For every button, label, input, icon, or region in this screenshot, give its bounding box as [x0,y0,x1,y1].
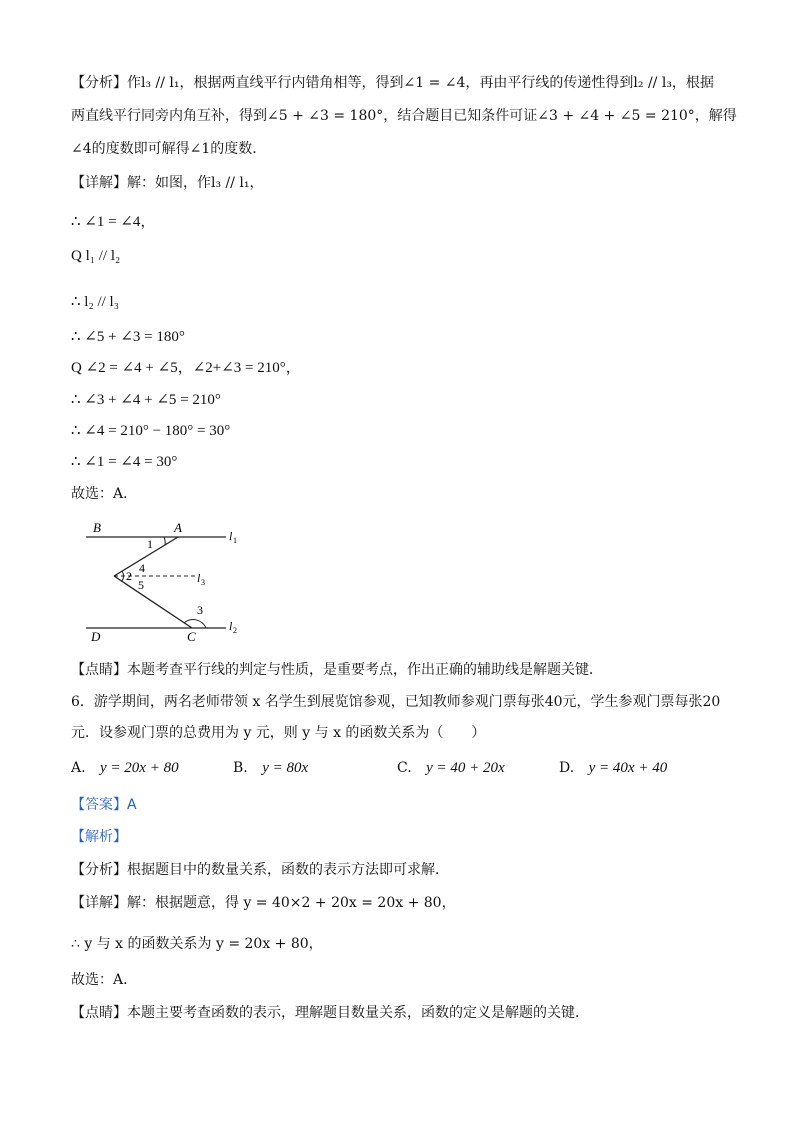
option-d-expr: y = 40x + 40 [588,760,668,776]
label-l1: l [229,529,233,543]
analysis-line-1: 【分析】作l₃ // l₁，根据两直线平行内错角相等，得到∠1 = ∠4，再由平行线的传递性得到l₂ // l₃，根据 [71,75,714,91]
step-8: ∴ ∠1 = ∠4 = 30° [71,454,178,470]
label-angle-3: 3 [197,603,203,617]
label-l3: l [197,571,201,585]
step-7: ∴ ∠4 = 210° − 180° = 30° [71,423,231,439]
detail-heading: 【详解】解：如图，作l₃ // l₁， [71,175,264,191]
label-angle-5: 5 [138,578,144,592]
option-c [397,758,505,778]
q6-detail: 【详解】解：根据题意，得 y = 40×2 + 20x = 20x + 80， [71,895,456,911]
step-5: Q ∠2 = ∠4 + ∠5，∠2+∠3 = 210°， [71,360,301,376]
option-a-letter: A. [71,760,86,776]
explanation-label: 【解析】 [71,829,127,845]
step-2: Q l₁ // l₂ [71,248,121,264]
question-6-line-1: 6．游学期间，两名老师带领 x 名学生到展览馆参观，已知教师参观门票每张40元，学生参观门票每张20 [71,694,721,710]
q6-result: ∴ y 与 x 的函数关系为 y = 20x + 80， [71,936,323,952]
step-1: ∴ ∠1 = ∠4， [71,214,156,230]
q6-choice: 故选：A． [71,972,138,988]
parallel-lines-figure [80,515,260,645]
label-l1-sub: 1 [233,536,237,545]
option-d [559,758,667,778]
label-l2: l [229,619,233,633]
option-a-expr: y = 20x + 80 [100,760,179,776]
review-line: 【点睛】本题考查平行线的判定与性质，是重要考点，作出正确的辅助线是解题关键． [71,662,603,678]
label-angle-4: 4 [139,561,145,575]
q6-review: 【点睛】本题主要考查函数的表示，理解题目数量关系，函数的定义是解题的关键． [71,1005,589,1021]
option-d-letter: D. [559,760,575,776]
option-b [233,758,308,778]
option-b-letter: B. [233,760,248,776]
label-l2-sub: 2 [233,626,237,635]
step-6: ∴ ∠3 + ∠4 + ∠5 = 210° [71,392,221,408]
analysis-line-2: 两直线平行同旁内角互补，得到∠5 + ∠3 = 180°，结合题目已知条件可证∠3 + ∠4 + ∠5 = 210°，解得 [71,108,737,124]
angle-3-arc [184,620,206,628]
option-a [71,758,179,778]
option-c-expr: y = 40 + 20x [426,760,505,776]
label-d: D [91,629,101,644]
analysis-line-3: ∠4的度数即可解得∠1的度数． [71,141,267,157]
segment-ec [114,576,192,628]
label-angle-2: 2 [126,569,132,583]
angle-1-arc [164,537,165,545]
option-c-letter: C. [397,760,412,776]
label-b: B [93,520,101,535]
label-c: C [187,629,196,644]
option-b-expr: y = 80x [262,760,309,776]
answer-label: 【答案】A [71,797,137,813]
segment-ae [114,537,178,576]
question-6-line-2: 元．设参观门票的总费用为 y 元，则 y 与 x 的函数关系为（ ） [71,725,486,741]
step-4: ∴ ∠5 + ∠3 = 180° [71,329,185,345]
label-a: A [174,520,182,535]
q6-analysis: 【分析】根据题目中的数量关系，函数的表示方法即可求解． [71,862,449,878]
choice-line: 故选：A． [71,486,138,502]
label-angle-1: 1 [147,537,153,551]
step-3: ∴ l₂ // l₃ [71,294,119,310]
label-l3-sub: 3 [201,578,205,587]
